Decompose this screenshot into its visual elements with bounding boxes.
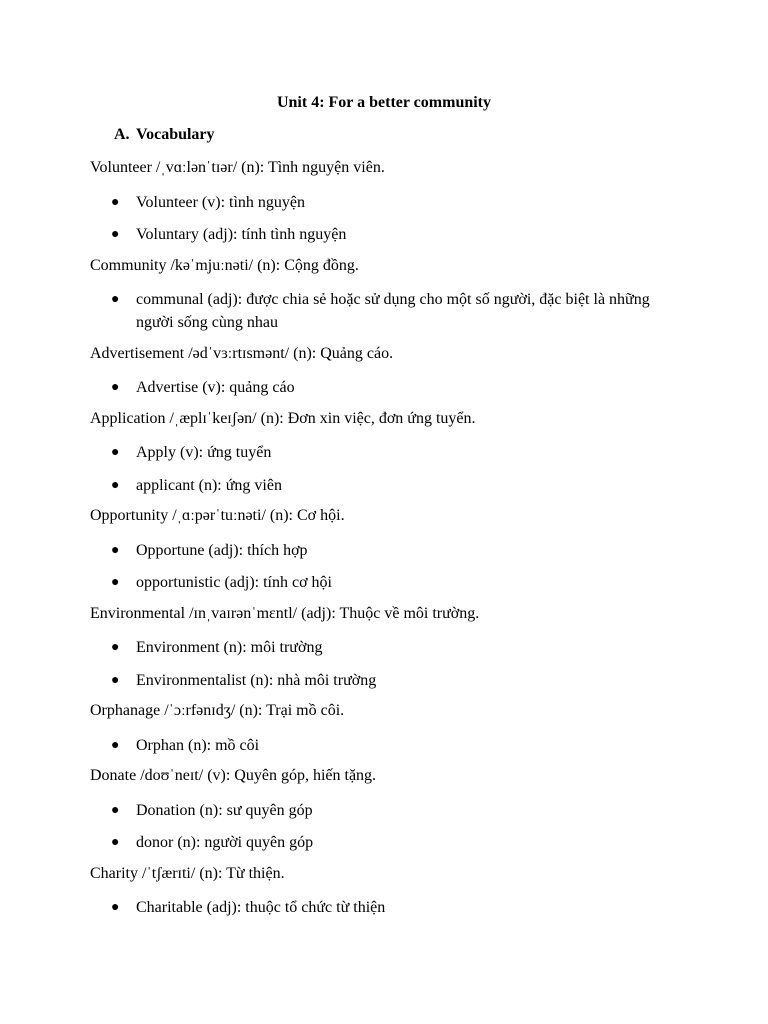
list-item-text: Environment (n): môi trường [136, 639, 323, 656]
bullet-icon: ● [111, 737, 120, 753]
list-item-text: Advertise (v): quảng cáo [136, 379, 295, 396]
vocab-entry-charity [90, 864, 680, 920]
word-family-list [90, 734, 680, 757]
list-item [90, 376, 680, 399]
word-family-list [90, 636, 680, 692]
vocab-entry-orphanage [90, 701, 680, 757]
bullet-icon: ● [111, 672, 120, 688]
list-item [90, 636, 680, 659]
bullet-icon: ● [111, 380, 120, 395]
list-item-text: opportunistic (adj): tính cơ hội [136, 574, 332, 591]
list-item-text: communal (adj): được chia sẻ hoặc sử dụng cho một số người, đặc biệt là những người sống cùng nhau [136, 291, 650, 331]
list-item-text: Orphan (n): mồ côi [136, 736, 260, 754]
section-letter: A. [114, 126, 130, 143]
bullet-icon: ● [111, 900, 120, 915]
word-family-list [90, 896, 680, 919]
list-item [90, 896, 680, 919]
word-family-list [90, 441, 680, 497]
entry-headword: Volunteer /ˌvɑːlənˈtɪər/ (n): Tình nguyện viên. [90, 159, 385, 176]
list-item-text: Voluntary (adj): tính tình nguyện [136, 226, 347, 243]
section-heading [114, 125, 215, 145]
vocab-entry-community [90, 256, 680, 335]
bullet-icon: ● [111, 640, 120, 655]
entry-headword: Opportunity /ˌɑːpərˈtuːnəti/ (n): Cơ hội. [90, 507, 345, 524]
bullet-icon: ● [111, 194, 120, 210]
entry-headword: Community /kəˈmjuːnəti/ (n): Cộng đồng. [90, 256, 359, 274]
bullet-icon: ● [111, 575, 120, 590]
bullet-icon: ● [111, 835, 120, 850]
vocab-entry-donate [90, 766, 680, 854]
list-item [90, 288, 680, 334]
document-title: Unit 4: For a better community [276, 94, 492, 111]
list-item [90, 571, 680, 594]
entry-headword: Application /ˌæplɪˈkeɪʃən/ (n): Đơn xin việc, đơn ứng tuyển. [90, 409, 476, 427]
list-item [90, 223, 680, 246]
list-item-text: Opportune (adj): thích hợp [136, 541, 308, 559]
bullet-icon: ● [111, 227, 120, 242]
list-item-text: donor (n): người quyên góp [136, 834, 314, 851]
word-family-list [90, 191, 680, 247]
word-family-list [90, 288, 680, 334]
vocab-entry-opportunity [90, 506, 680, 594]
list-item [90, 474, 680, 497]
bullet-icon: ● [111, 542, 120, 558]
entry-headword: Environmental /ɪnˌvaɪrənˈmɛntl/ (adj): Thuộc về môi trường. [90, 604, 480, 622]
word-family-list [90, 376, 680, 399]
bullet-icon: ● [111, 477, 120, 493]
vocabulary-list [90, 158, 680, 929]
list-item [90, 539, 680, 562]
list-item [90, 734, 680, 757]
entry-headword: Donate /doʊˈneɪt/ (v): Quyên góp, hiến tặng. [90, 767, 377, 784]
list-item-text: Charitable (adj): thuộc tổ chức từ thiện [136, 899, 386, 916]
bullet-icon: ● [111, 445, 120, 460]
bullet-icon: ● [111, 802, 120, 818]
vocab-entry-application [90, 409, 680, 497]
list-item-text: Donation (n): sư quyên góp [136, 801, 313, 819]
word-family-list [90, 539, 680, 595]
entry-headword: Charity /ˈtʃærɪti/ (n): Từ thiện. [90, 864, 285, 882]
list-item [90, 831, 680, 854]
list-item [90, 191, 680, 214]
list-item-text: applicant (n): ứng viên [136, 476, 282, 494]
word-family-list [90, 799, 680, 855]
list-item [90, 799, 680, 822]
list-item-text: Volunteer (v): tình nguyện [136, 193, 306, 211]
list-item-text: Apply (v): ứng tuyển [136, 444, 272, 461]
section-label: Vocabulary [136, 126, 215, 143]
entry-headword: Orphanage /ˈɔːrfənɪdʒ/ (n): Trại mồ côi. [90, 702, 345, 719]
vocab-entry-environmental [90, 604, 680, 692]
vocab-entry-advertisement [90, 344, 680, 400]
list-item-text: Environmentalist (n): nhà môi trường [136, 671, 377, 689]
list-item [90, 669, 680, 692]
vocab-entry-volunteer [90, 158, 680, 246]
bullet-icon: ● [111, 292, 120, 307]
list-item [90, 441, 680, 464]
entry-headword: Advertisement /ədˈvɜːrtɪsmənt/ (n): Quảng cáo. [90, 344, 394, 362]
